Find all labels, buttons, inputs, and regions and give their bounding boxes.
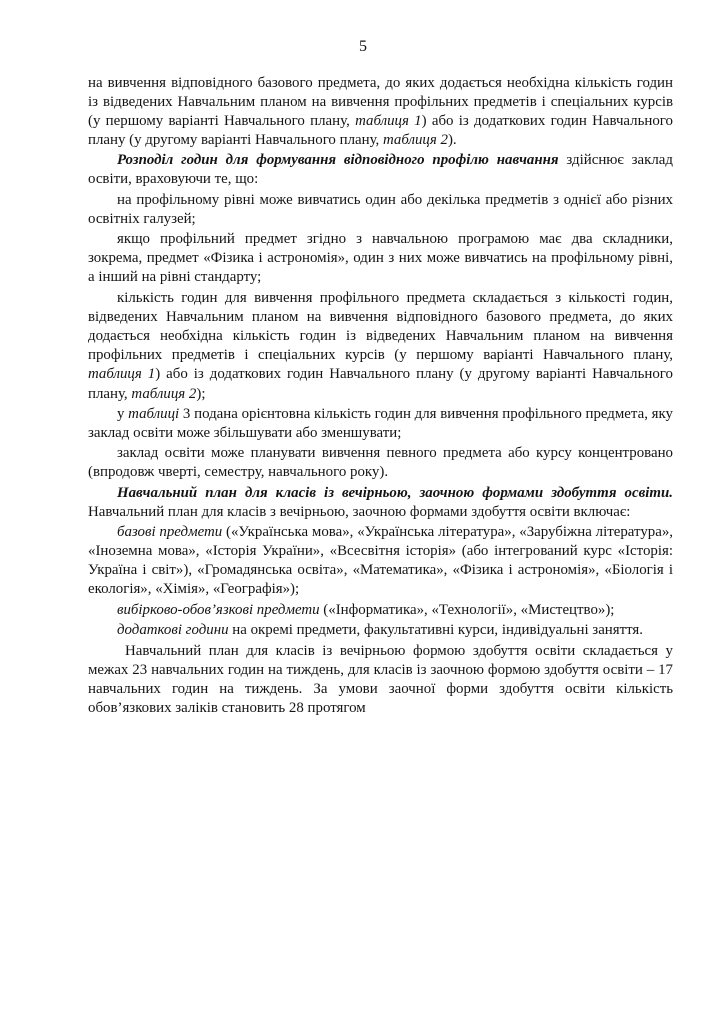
list-item: кількість годин для вивчення профільного предмета складається з кількості годин, відведених Навчальним планом на вивчення відповідного базового предмета, до яких додається необхідна кількість годин із відведених Навчальним планом на вивчення профільних предметів і спеціальних курсів (у першому варіанті Навчального плану, таблиця 1) або із додаткових годин Навчального плану (у другому варіанті Навчального плану, таблиця 2); bbox=[88, 290, 673, 402]
page-number: 5 bbox=[359, 38, 367, 55]
document-body bbox=[88, 74, 673, 718]
list-item-basic-subjects: базові предмети («Українська мова», «Українська література», «Зарубіжна література», «Іноземна мова», «Історія України», «Всесвітня історія» (або інтегрований курс «Історія: Україна і світ»), «Громадянська освіта», «Математика», «Фізика і астрономія», «Біологія і екологія», «Хімія», «Географія»); bbox=[88, 524, 674, 598]
list-item: заклад освіти може планувати вивчення певного предмета або курсу концентровано (впродовж чверті, семестру, навчального року). bbox=[88, 444, 673, 480]
list-item: на профільному рівні може вивчатись один або декілька предметів з однієї або різних освітніх галузей; bbox=[88, 191, 673, 227]
profile-distribution-heading-paragraph: Розподіл годин для формування відповідного профілю навчання здійснює заклад освіти, враховуючи те, що: bbox=[88, 152, 673, 188]
list-item: якщо профільний предмет згідно з навчальною програмою має два складники, зокрема, предмет «Фізика і астрономія», один з них може вивчатись на профільному рівні, а інший на рівні стандарту; bbox=[88, 230, 673, 285]
evening-correspondence-heading: Навчальний план для класів із вечірньою, заочною формами здобуття освіти. bbox=[117, 484, 673, 501]
evening-correspondence-heading-paragraph: Навчальний план для класів із вечірньою, заочною формами здобуття освіти. Навчальний план для класів з вечірньою, заочною формами здобуття освіти включає: bbox=[88, 484, 673, 521]
profile-distribution-heading: Розподіл годин для формування відповідного профілю навчання bbox=[117, 152, 559, 169]
list-item-elective-subjects: вибірково-обов’язкові предмети («Інформатика», «Технології», «Мистецтво»); bbox=[117, 601, 615, 618]
list-item: у таблиці 3 подана орієнтовна кількість годин для вивчення профільного предмета, яку заклад освіти може збільшувати або зменшувати; bbox=[88, 405, 673, 441]
paragraph-hours: Навчальний план для класів із вечірньою формою здобуття освіти складається у межах 23 навчальних годин на тиждень, для класів із заочною формою здобуття освіти – 17 навчальних годин на тиждень. За умови заочної форми здобуття освіти кількість обов’язкових заліків становить 28 протягом bbox=[88, 642, 673, 716]
paragraph-continuation: на вивчення відповідного базового предмета, до яких додається необхідна кількість годин із відведених Навчальним планом на вивчення профільних предметів і спеціальних курсів (у першому варіанті Навчального плану, таблиця 1) або із додаткових годин Навчального плану (у другому варіанті Навчального плану, таблиця 2). bbox=[88, 75, 673, 149]
list-item-additional-hours: додаткові години на окремі предмети, факультативні курси, індивідуальні заняття. bbox=[117, 621, 644, 638]
